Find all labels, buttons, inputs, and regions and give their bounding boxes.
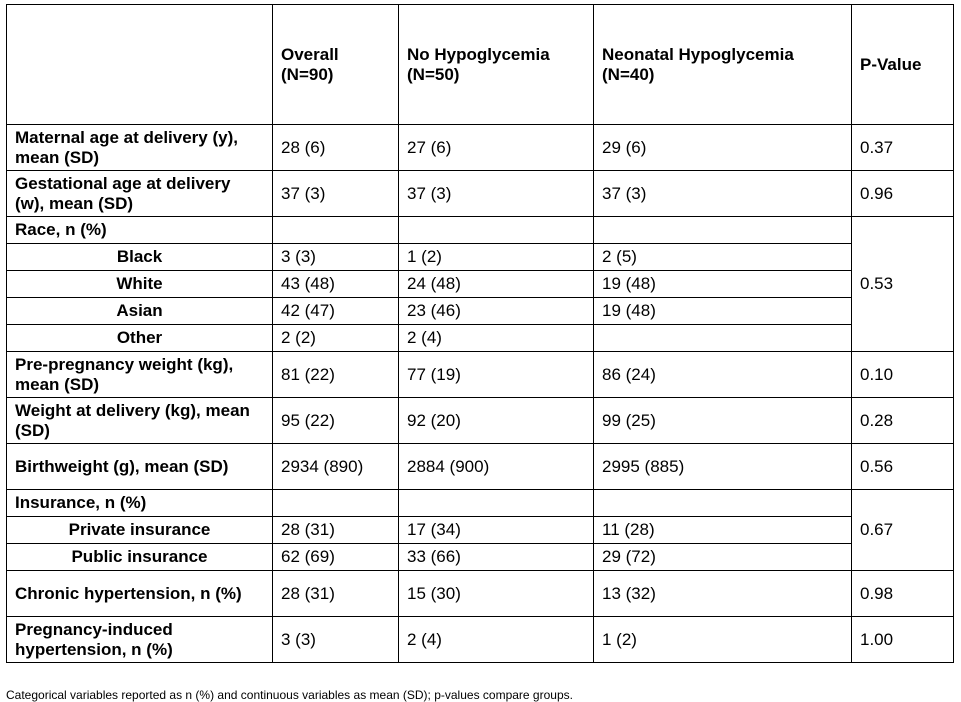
row-label: Race, n (%): [7, 217, 273, 244]
table-row: [7, 244, 954, 271]
cell-no-hypoglycemia: 27 (6): [399, 125, 594, 171]
cell-overall: 42 (47): [273, 298, 399, 325]
header-neonatal-hypoglycemia: Neonatal Hypoglycemia (N=40): [594, 5, 852, 125]
cell-p-value: 0.67: [852, 490, 954, 571]
header-p-value: P-Value: [852, 5, 954, 125]
table-footnote: Categorical variables reported as n (%) and continuous variables as mean (SD); p-values compare groups.: [6, 688, 573, 702]
row-label: Asian: [7, 298, 273, 325]
row-label: Public insurance: [7, 544, 273, 571]
cell-neonatal-hypoglycemia: 37 (3): [594, 171, 852, 217]
cell-no-hypoglycemia: 2 (4): [399, 325, 594, 352]
header-overall: Overall (N=90): [273, 5, 399, 125]
row-label: Black: [7, 244, 273, 271]
cell-no-hypoglycemia: 2 (4): [399, 617, 594, 663]
cell-overall: 3 (3): [273, 617, 399, 663]
cell-no-hypoglycemia: 15 (30): [399, 571, 594, 617]
cell-no-hypoglycemia: [399, 490, 594, 517]
cell-overall: 2934 (890): [273, 444, 399, 490]
header-row: [7, 5, 954, 125]
cell-neonatal-hypoglycemia: 86 (24): [594, 352, 852, 398]
cell-p-value: 0.56: [852, 444, 954, 490]
cell-neonatal-hypoglycemia: [594, 490, 852, 517]
table-row: [7, 217, 954, 244]
cell-overall: 95 (22): [273, 398, 399, 444]
cell-p-value: 0.37: [852, 125, 954, 171]
table-row: [7, 271, 954, 298]
row-label: Chronic hypertension, n (%): [7, 571, 273, 617]
cell-overall: 28 (6): [273, 125, 399, 171]
row-label: Insurance, n (%): [7, 490, 273, 517]
cell-neonatal-hypoglycemia: 19 (48): [594, 298, 852, 325]
table-row: [7, 490, 954, 517]
cell-neonatal-hypoglycemia: [594, 217, 852, 244]
cell-neonatal-hypoglycemia: 29 (72): [594, 544, 852, 571]
cell-overall: 2 (2): [273, 325, 399, 352]
table-row: [7, 398, 954, 444]
cell-p-value: 0.10: [852, 352, 954, 398]
cell-no-hypoglycemia: 77 (19): [399, 352, 594, 398]
table-row: [7, 171, 954, 217]
row-label: Pre-pregnancy weight (kg), mean (SD): [7, 352, 273, 398]
cell-no-hypoglycemia: [399, 217, 594, 244]
cell-no-hypoglycemia: 92 (20): [399, 398, 594, 444]
row-label: Gestational age at delivery (w), mean (SD): [7, 171, 273, 217]
table-row: [7, 298, 954, 325]
cell-p-value: 1.00: [852, 617, 954, 663]
characteristics-table: [6, 4, 954, 663]
row-label: White: [7, 271, 273, 298]
header-no-hypoglycemia: No Hypoglycemia (N=50): [399, 5, 594, 125]
cell-overall: 37 (3): [273, 171, 399, 217]
table-row: [7, 325, 954, 352]
cell-overall: 62 (69): [273, 544, 399, 571]
row-label: Weight at delivery (kg), mean (SD): [7, 398, 273, 444]
cell-no-hypoglycemia: 2884 (900): [399, 444, 594, 490]
table-row: [7, 544, 954, 571]
cell-overall: [273, 217, 399, 244]
table-row: [7, 617, 954, 663]
cell-no-hypoglycemia: 1 (2): [399, 244, 594, 271]
cell-neonatal-hypoglycemia: 2 (5): [594, 244, 852, 271]
cell-no-hypoglycemia: 33 (66): [399, 544, 594, 571]
cell-p-value: 0.53: [852, 217, 954, 352]
row-label: Private insurance: [7, 517, 273, 544]
cell-p-value: 0.98: [852, 571, 954, 617]
cell-overall: 3 (3): [273, 244, 399, 271]
cell-overall: 28 (31): [273, 517, 399, 544]
cell-neonatal-hypoglycemia: 2995 (885): [594, 444, 852, 490]
cell-no-hypoglycemia: 17 (34): [399, 517, 594, 544]
table-row: [7, 125, 954, 171]
table-row: [7, 444, 954, 490]
cell-no-hypoglycemia: 23 (46): [399, 298, 594, 325]
row-label: Maternal age at delivery (y), mean (SD): [7, 125, 273, 171]
cell-overall: 28 (31): [273, 571, 399, 617]
cell-neonatal-hypoglycemia: 29 (6): [594, 125, 852, 171]
row-label: Pregnancy-induced hypertension, n (%): [7, 617, 273, 663]
cell-neonatal-hypoglycemia: 99 (25): [594, 398, 852, 444]
header-blank: [7, 5, 273, 125]
cell-overall: [273, 490, 399, 517]
cell-overall: 43 (48): [273, 271, 399, 298]
cell-overall: 81 (22): [273, 352, 399, 398]
cell-no-hypoglycemia: 37 (3): [399, 171, 594, 217]
cell-no-hypoglycemia: 24 (48): [399, 271, 594, 298]
cell-p-value: 0.28: [852, 398, 954, 444]
cell-p-value: 0.96: [852, 171, 954, 217]
cell-neonatal-hypoglycemia: 1 (2): [594, 617, 852, 663]
table-row: [7, 571, 954, 617]
row-label: Birthweight (g), mean (SD): [7, 444, 273, 490]
row-label: Other: [7, 325, 273, 352]
cell-neonatal-hypoglycemia: 13 (32): [594, 571, 852, 617]
table-row: [7, 352, 954, 398]
cell-neonatal-hypoglycemia: 11 (28): [594, 517, 852, 544]
table-row: [7, 517, 954, 544]
cell-neonatal-hypoglycemia: 19 (48): [594, 271, 852, 298]
cell-neonatal-hypoglycemia: [594, 325, 852, 352]
